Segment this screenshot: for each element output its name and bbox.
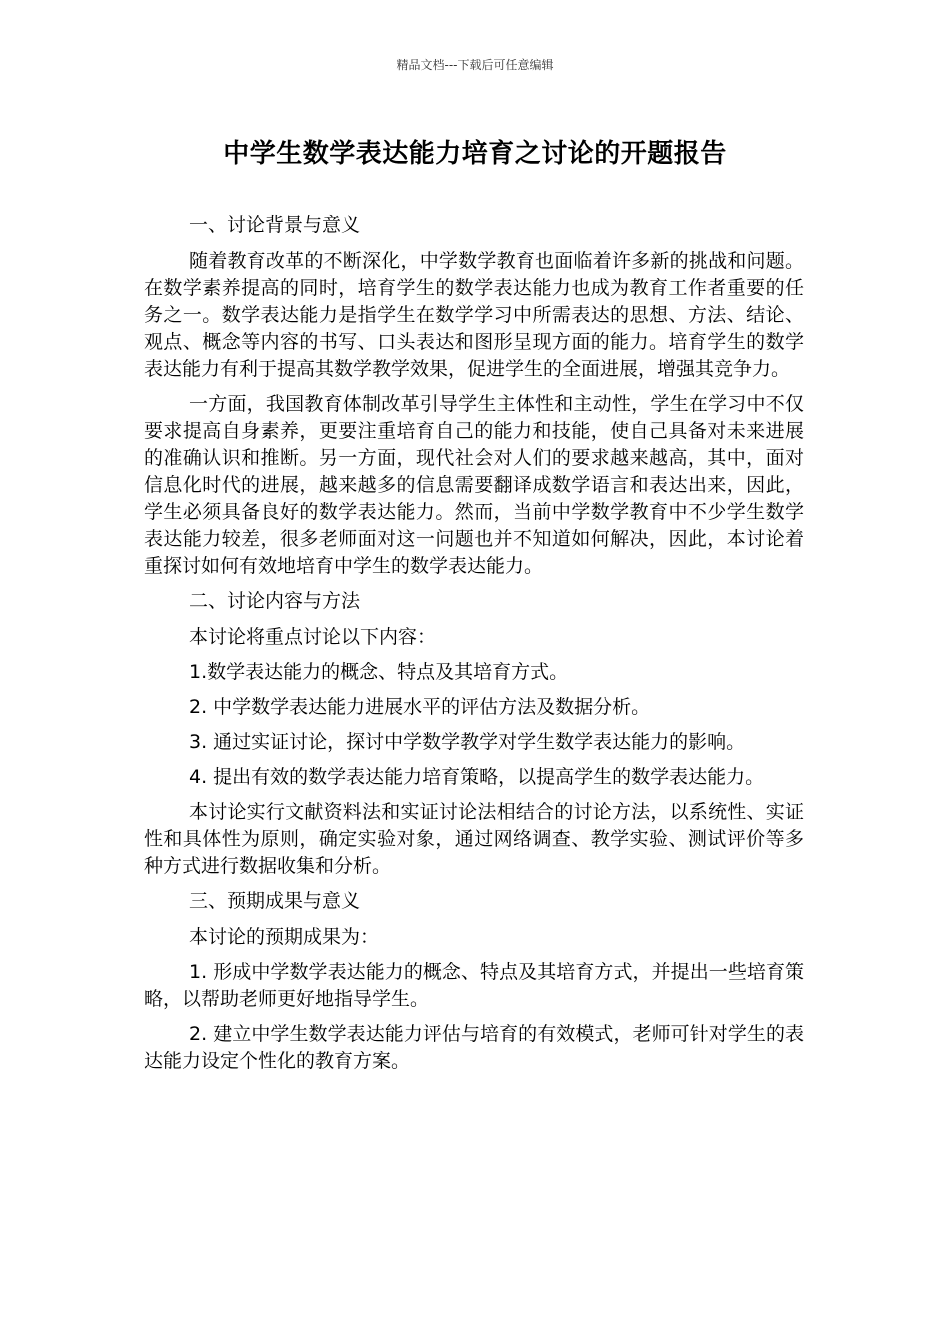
section-heading-outcomes: 三、预期成果与意义 [189, 890, 361, 912]
paragraph-outcomes-intro: 本讨论的预期成果为： [189, 926, 380, 948]
document-title: 中学生数学表达能力培育之讨论的开题报告 [223, 139, 727, 169]
list-item-content-3: 3. 通过实证讨论，探讨中学数学教学对学生数学表达能力的影响。 [189, 731, 746, 753]
list-item-content-4: 4. 提出有效的数学表达能力培育策略，以提高学生的数学表达能力。 [189, 766, 765, 788]
header-note: 精品文档---下载后可任意编辑 [396, 58, 554, 72]
paragraph-background-1: 随着教育改革的不断深化，中学数学教育也面临着许多新的挑战和问题。在数学素养提高的同时，培育学生的数学表达能力也成为教育工作者重要的任务之一。数学表达能力是指学生在数学学习中所需表达的思想、方法、结论、观点、概念等内容的书写、口头表达和图形呈现方面的能力。培育学生的数学表达能力有利于提高其数学教学效果，促进学生的全面进展，增强其竞争力。 [144, 250, 804, 380]
list-item-content-1: 1.数学表达能力的概念、特点及其培育方式。 [189, 661, 569, 683]
paragraph-method: 本讨论实行文献资料法和实证讨论法相结合的讨论方法，以系统性、实证性和具体性为原则，确定实验对象，通过网络调查、教学实验、测试评价等多种方式进行数据收集和分析。 [144, 801, 804, 877]
paragraph-background-2: 一方面，我国教育体制改革引导学生主体性和主动性，学生在学习中不仅要求提高自身素养，更要注重培育自己的能力和技能，使自己具备对未来进展的准确认识和推断。另一方面，现代社会对人们的要求越来越高，其中，面对信息化时代的进展，越来越多的信息需要翻译成数学语言和表达出来，因此，学生必须具备良好的数学表达能力。然而，当前中学数学教育中不少学生数学表达能力较差，很多老师面对这一问题也并不知道如何解决，因此，本讨论着重探讨如何有效地培育中学生的数学表达能力。 [144, 393, 804, 577]
list-item-outcome-2: 2. 建立中学生数学表达能力评估与培育的有效模式，老师可针对学生的表达能力设定个性化的教育方案。 [144, 1023, 804, 1072]
section-heading-background: 一、讨论背景与意义 [189, 214, 361, 236]
section-heading-content-method: 二、讨论内容与方法 [189, 590, 361, 612]
paragraph-content-intro: 本讨论将重点讨论以下内容： [189, 626, 437, 648]
list-item-content-2: 2. 中学数学表达能力进展水平的评估方法及数据分析。 [189, 696, 651, 718]
list-item-outcome-1: 1. 形成中学数学表达能力的概念、特点及其培育方式，并提出一些培育策略，以帮助老师更好地指导学生。 [144, 961, 804, 1010]
document-body [144, 212, 804, 1083]
